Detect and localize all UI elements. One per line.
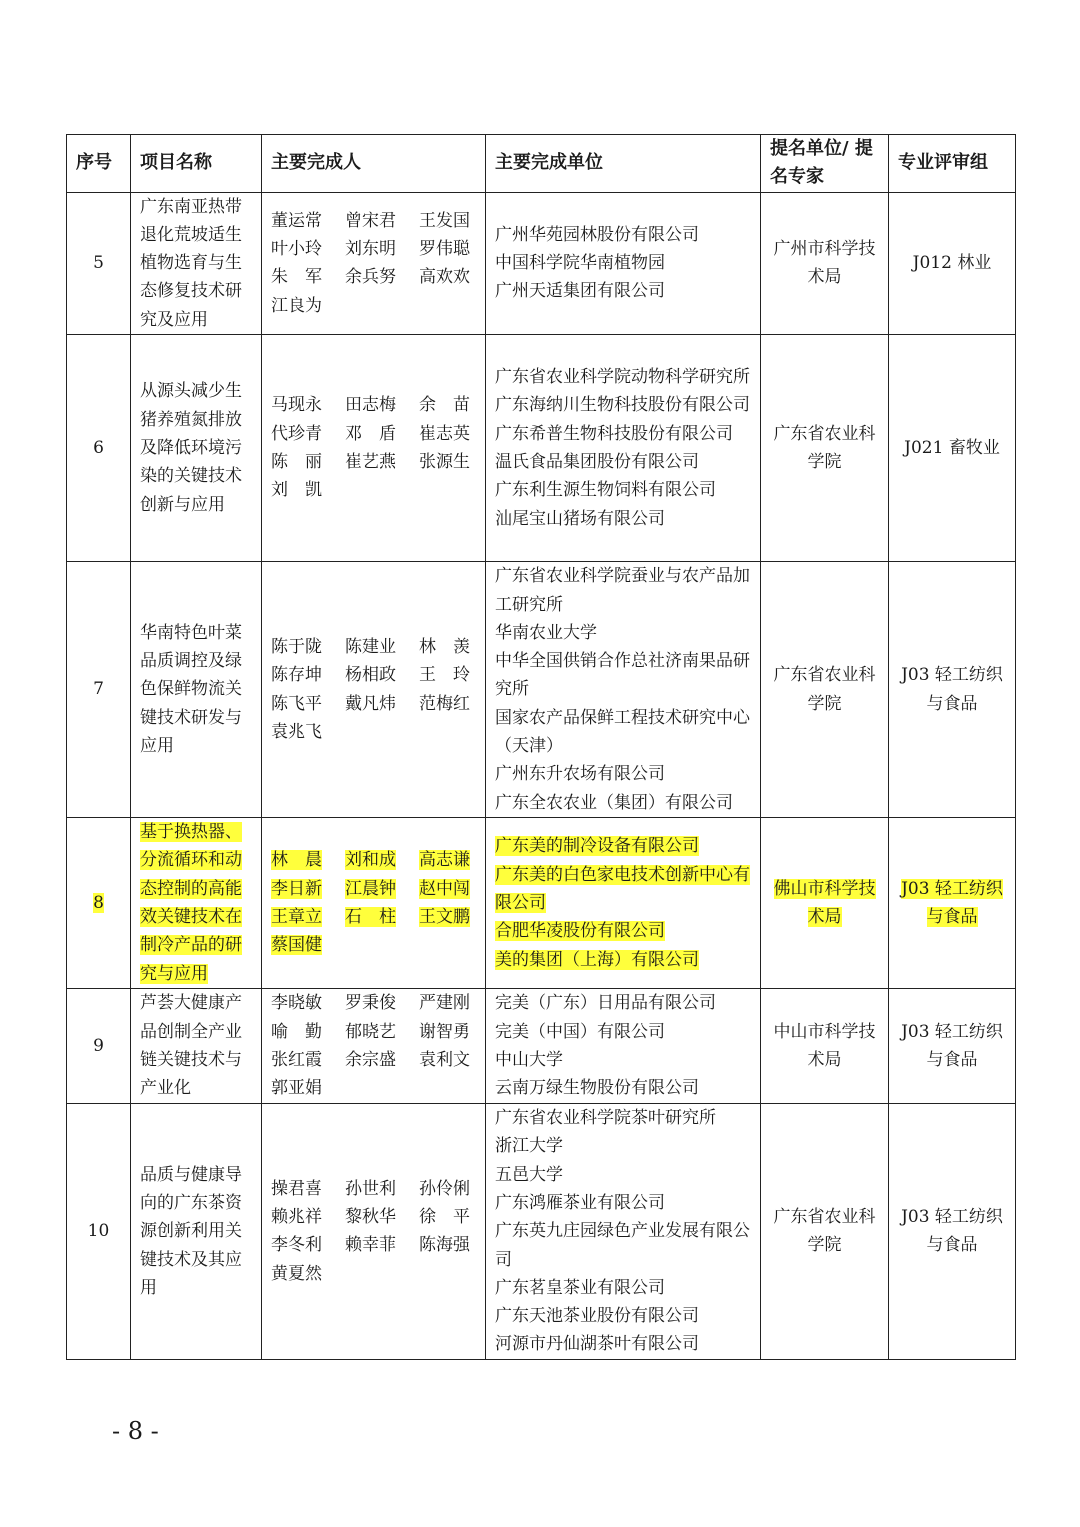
unit-name: 广东鸿雁茶业有限公司 — [495, 1192, 665, 1213]
project-name: 华南特色叶菜品质调控及绿色保鲜物流关键技术研发与应用 — [140, 622, 242, 757]
people-list — [271, 633, 476, 746]
header-group: 专业评审组 — [889, 135, 1016, 193]
seq-text: 5 — [93, 253, 104, 274]
cell-seq — [67, 335, 131, 562]
unit-name: 广东英九庄园绿色产业发展有限公司 — [495, 1221, 750, 1270]
person-name: 余宗盛 — [345, 1050, 396, 1071]
review-group: J012 林业 — [912, 253, 992, 274]
header-project: 项目名称 — [131, 135, 262, 193]
seq-text: 8 — [93, 892, 104, 913]
cell-people — [262, 562, 486, 818]
unit-name: 美的集团（上海）有限公司 — [495, 949, 699, 970]
review-group: J03 轻工纺织与食品 — [901, 1021, 1003, 1071]
unit-name: 完美（中国）有限公司 — [495, 1021, 665, 1042]
person-name: 陈建业 — [345, 636, 396, 657]
unit-name: 广州天适集团有限公司 — [495, 281, 665, 302]
seq-text: 6 — [93, 437, 104, 458]
table-row — [67, 818, 1016, 989]
person-name: 代珍青 — [271, 423, 322, 444]
person-name: 李冬利 — [271, 1235, 322, 1256]
cell-group — [889, 562, 1016, 818]
header-people: 主要完成人 — [262, 135, 486, 193]
cell-seq — [67, 192, 131, 334]
person-name: 刘和成 — [345, 850, 396, 871]
people-list — [271, 207, 476, 320]
unit-name: 五邑大学 — [495, 1164, 563, 1185]
person-name: 谢智勇 — [419, 1021, 470, 1042]
cell-nominator — [761, 335, 889, 562]
cell-group — [889, 989, 1016, 1104]
person-name: 高欢欢 — [419, 267, 470, 288]
person-name: 刘东明 — [345, 239, 396, 260]
header-seq: 序号 — [67, 135, 131, 193]
header-units: 主要完成单位 — [486, 135, 761, 193]
person-name: 马现永 — [271, 395, 322, 416]
project-name: 广东南亚热带退化荒坡适生植物选育与生态修复技术研究及应用 — [140, 196, 242, 330]
person-name: 杨相政 — [345, 665, 396, 686]
seq-text: 10 — [87, 1221, 110, 1242]
people-list — [271, 846, 476, 959]
person-name: 袁兆飞 — [271, 721, 322, 742]
person-name: 喻 勤 — [271, 1021, 322, 1042]
person-name: 黎秋华 — [345, 1207, 396, 1228]
cell-seq — [67, 818, 131, 989]
nominator-name: 广东省农业科学院 — [773, 1207, 876, 1256]
project-name: 芦荟大健康产品创制全产业链关键技术与产业化 — [140, 993, 242, 1099]
person-name: 叶小玲 — [271, 239, 322, 260]
cell-nominator — [761, 562, 889, 818]
cell-units — [486, 818, 761, 989]
unit-name: 广东天池茶业股份有限公司 — [495, 1306, 699, 1327]
cell-units — [486, 1104, 761, 1360]
unit-name: 中山大学 — [495, 1050, 563, 1071]
cell-people — [262, 1104, 486, 1360]
unit-name: 广东希普生物科技股份有限公司 — [495, 423, 733, 444]
person-name: 赖幸菲 — [345, 1235, 396, 1256]
person-name: 郭亚娟 — [271, 1078, 322, 1099]
person-name: 徐 平 — [419, 1207, 470, 1228]
unit-name: 广州华苑园林股份有限公司 — [495, 224, 699, 245]
person-name: 王 玲 — [419, 665, 470, 686]
unit-name: 河源市丹仙湖茶叶有限公司 — [495, 1334, 699, 1355]
nominator-name: 广东省农业科学院 — [773, 665, 876, 714]
person-name: 袁利文 — [419, 1050, 470, 1071]
person-name: 戴凡炜 — [345, 693, 396, 714]
unit-name: 浙江大学 — [495, 1136, 563, 1157]
unit-name: 广东省农业科学院蚕业与农产品加工研究所 — [495, 566, 750, 615]
cell-project — [131, 818, 262, 989]
person-name: 李晓敏 — [271, 993, 322, 1014]
table-row — [67, 562, 1016, 818]
cell-nominator — [761, 818, 889, 989]
person-name: 赖兆祥 — [271, 1207, 322, 1228]
cell-people — [262, 335, 486, 562]
project-name: 从源头减少生猪养殖氮排放及降低环境污染的关键技术创新与应用 — [140, 381, 242, 515]
unit-name: 温氏食品集团股份有限公司 — [495, 452, 699, 473]
cell-people — [262, 192, 486, 334]
nominator-name: 佛山市科学技术局 — [773, 878, 876, 928]
person-name: 罗伟聪 — [419, 239, 470, 260]
person-name: 刘 凯 — [271, 480, 322, 501]
cell-units — [486, 335, 761, 562]
person-name: 王发国 — [419, 210, 470, 231]
person-name: 崔志英 — [419, 423, 470, 444]
unit-name: 广东利生源生物饲料有限公司 — [495, 480, 716, 501]
cell-group — [889, 192, 1016, 334]
person-name: 邓 盾 — [345, 423, 396, 444]
cell-project — [131, 335, 262, 562]
cell-group — [889, 818, 1016, 989]
unit-name: 广东茗皇茶业有限公司 — [495, 1277, 665, 1298]
person-name: 朱 军 — [271, 267, 322, 288]
person-name: 石 柱 — [345, 907, 396, 928]
person-name: 张红霞 — [271, 1050, 322, 1071]
person-name: 范梅红 — [419, 693, 470, 714]
cell-people — [262, 989, 486, 1104]
person-name: 江良为 — [271, 295, 322, 316]
nominator-name: 广州市科学技术局 — [773, 239, 876, 288]
table-row — [67, 1104, 1016, 1360]
seq-text: 9 — [93, 1035, 104, 1056]
person-name: 余 苗 — [419, 395, 470, 416]
person-name: 陈于陇 — [271, 636, 322, 657]
review-group: J03 轻工纺织与食品 — [901, 665, 1003, 714]
unit-name: 中国科学院华南植物园 — [495, 253, 665, 274]
person-name: 黄夏然 — [271, 1263, 322, 1284]
nominator-name: 广东省农业科学院 — [773, 423, 876, 473]
unit-name: 华南农业大学 — [495, 622, 597, 643]
cell-group — [889, 1104, 1016, 1360]
cell-units — [486, 562, 761, 818]
cell-project — [131, 1104, 262, 1360]
person-name: 严建刚 — [419, 993, 470, 1014]
person-name: 董运常 — [271, 210, 322, 231]
cell-project — [131, 989, 262, 1104]
header-row — [67, 135, 1016, 193]
review-group: J03 轻工纺织与食品 — [901, 878, 1003, 928]
review-group: J021 畜牧业 — [904, 437, 1000, 458]
person-name: 孙世利 — [345, 1178, 396, 1199]
person-name: 江晨钟 — [345, 878, 396, 899]
cell-project — [131, 562, 262, 818]
person-name: 王章立 — [271, 907, 322, 928]
unit-name: 汕尾宝山猪场有限公司 — [495, 508, 665, 529]
people-list — [271, 391, 476, 504]
unit-name: 广东省农业科学院动物科学研究所 — [495, 367, 750, 388]
unit-name: 广东省农业科学院茶叶研究所 — [495, 1108, 716, 1129]
table-row — [67, 335, 1016, 562]
person-name: 崔艺燕 — [345, 452, 396, 473]
cell-seq — [67, 562, 131, 818]
person-name: 陈飞平 — [271, 693, 322, 714]
header-nominator-line1: 提名单位/ — [770, 138, 849, 159]
unit-name: 中华全国供销合作总社济南果品研究所 — [495, 651, 750, 700]
person-name: 罗秉俊 — [345, 993, 396, 1014]
person-name: 王文鹏 — [419, 907, 470, 928]
person-name: 郁晓艺 — [345, 1021, 396, 1042]
person-name: 张源生 — [419, 452, 470, 473]
unit-name: 合肥华凌股份有限公司 — [495, 921, 665, 942]
person-name: 陈存坤 — [271, 665, 322, 686]
cell-people — [262, 818, 486, 989]
review-group: J03 轻工纺织与食品 — [901, 1207, 1003, 1256]
person-name: 李日新 — [271, 878, 322, 899]
unit-name: 国家农产品保鲜工程技术研究中心（天津） — [495, 707, 750, 757]
person-name: 孙伶俐 — [419, 1178, 470, 1199]
unit-name: 云南万绿生物股份有限公司 — [495, 1078, 699, 1099]
person-name: 余兵努 — [345, 267, 396, 288]
header-nominator-line2: 提名专家 — [770, 138, 873, 188]
cell-group — [889, 335, 1016, 562]
person-name: 林 羡 — [419, 636, 470, 657]
person-name: 蔡国健 — [271, 935, 322, 956]
unit-name: 完美（广东）日用品有限公司 — [495, 993, 716, 1014]
project-name: 基于换热器、分流循环和动态控制的高能效关键技术在制冷产品的研究与应用 — [140, 822, 242, 984]
cell-nominator — [761, 989, 889, 1104]
unit-name: 广东海纳川生物科技股份有限公司 — [495, 395, 750, 416]
cell-units — [486, 989, 761, 1104]
cell-seq — [67, 989, 131, 1104]
unit-name: 广东美的制冷设备有限公司 — [495, 836, 699, 857]
nominator-name: 中山市科学技术局 — [773, 1021, 876, 1071]
page-number: - 8 - — [112, 1417, 159, 1445]
cell-nominator — [761, 192, 889, 334]
cell-units — [486, 192, 761, 334]
project-name: 品质与健康导向的广东茶资源创新利用关键技术及其应用 — [140, 1164, 242, 1298]
person-name: 赵中闯 — [419, 878, 470, 899]
projects-table — [66, 134, 1016, 1360]
person-name: 曾宋君 — [345, 210, 396, 231]
people-list — [271, 989, 476, 1102]
cell-seq — [67, 1104, 131, 1360]
header-nominator — [761, 135, 889, 193]
unit-name: 广东美的白色家电技术创新中心有限公司 — [495, 864, 750, 913]
seq-text: 7 — [93, 679, 104, 700]
unit-name: 广州东升农场有限公司 — [495, 764, 665, 785]
person-name: 高志谦 — [419, 850, 470, 871]
person-name: 操君喜 — [271, 1178, 322, 1199]
person-name: 林 晨 — [271, 850, 322, 871]
table-row — [67, 192, 1016, 334]
cell-project — [131, 192, 262, 334]
person-name: 陈海强 — [419, 1235, 470, 1256]
people-list — [271, 1175, 476, 1288]
person-name: 田志梅 — [345, 395, 396, 416]
table-row — [67, 989, 1016, 1104]
cell-nominator — [761, 1104, 889, 1360]
person-name: 陈 丽 — [271, 452, 322, 473]
unit-name: 广东全农农业（集团）有限公司 — [495, 792, 733, 813]
